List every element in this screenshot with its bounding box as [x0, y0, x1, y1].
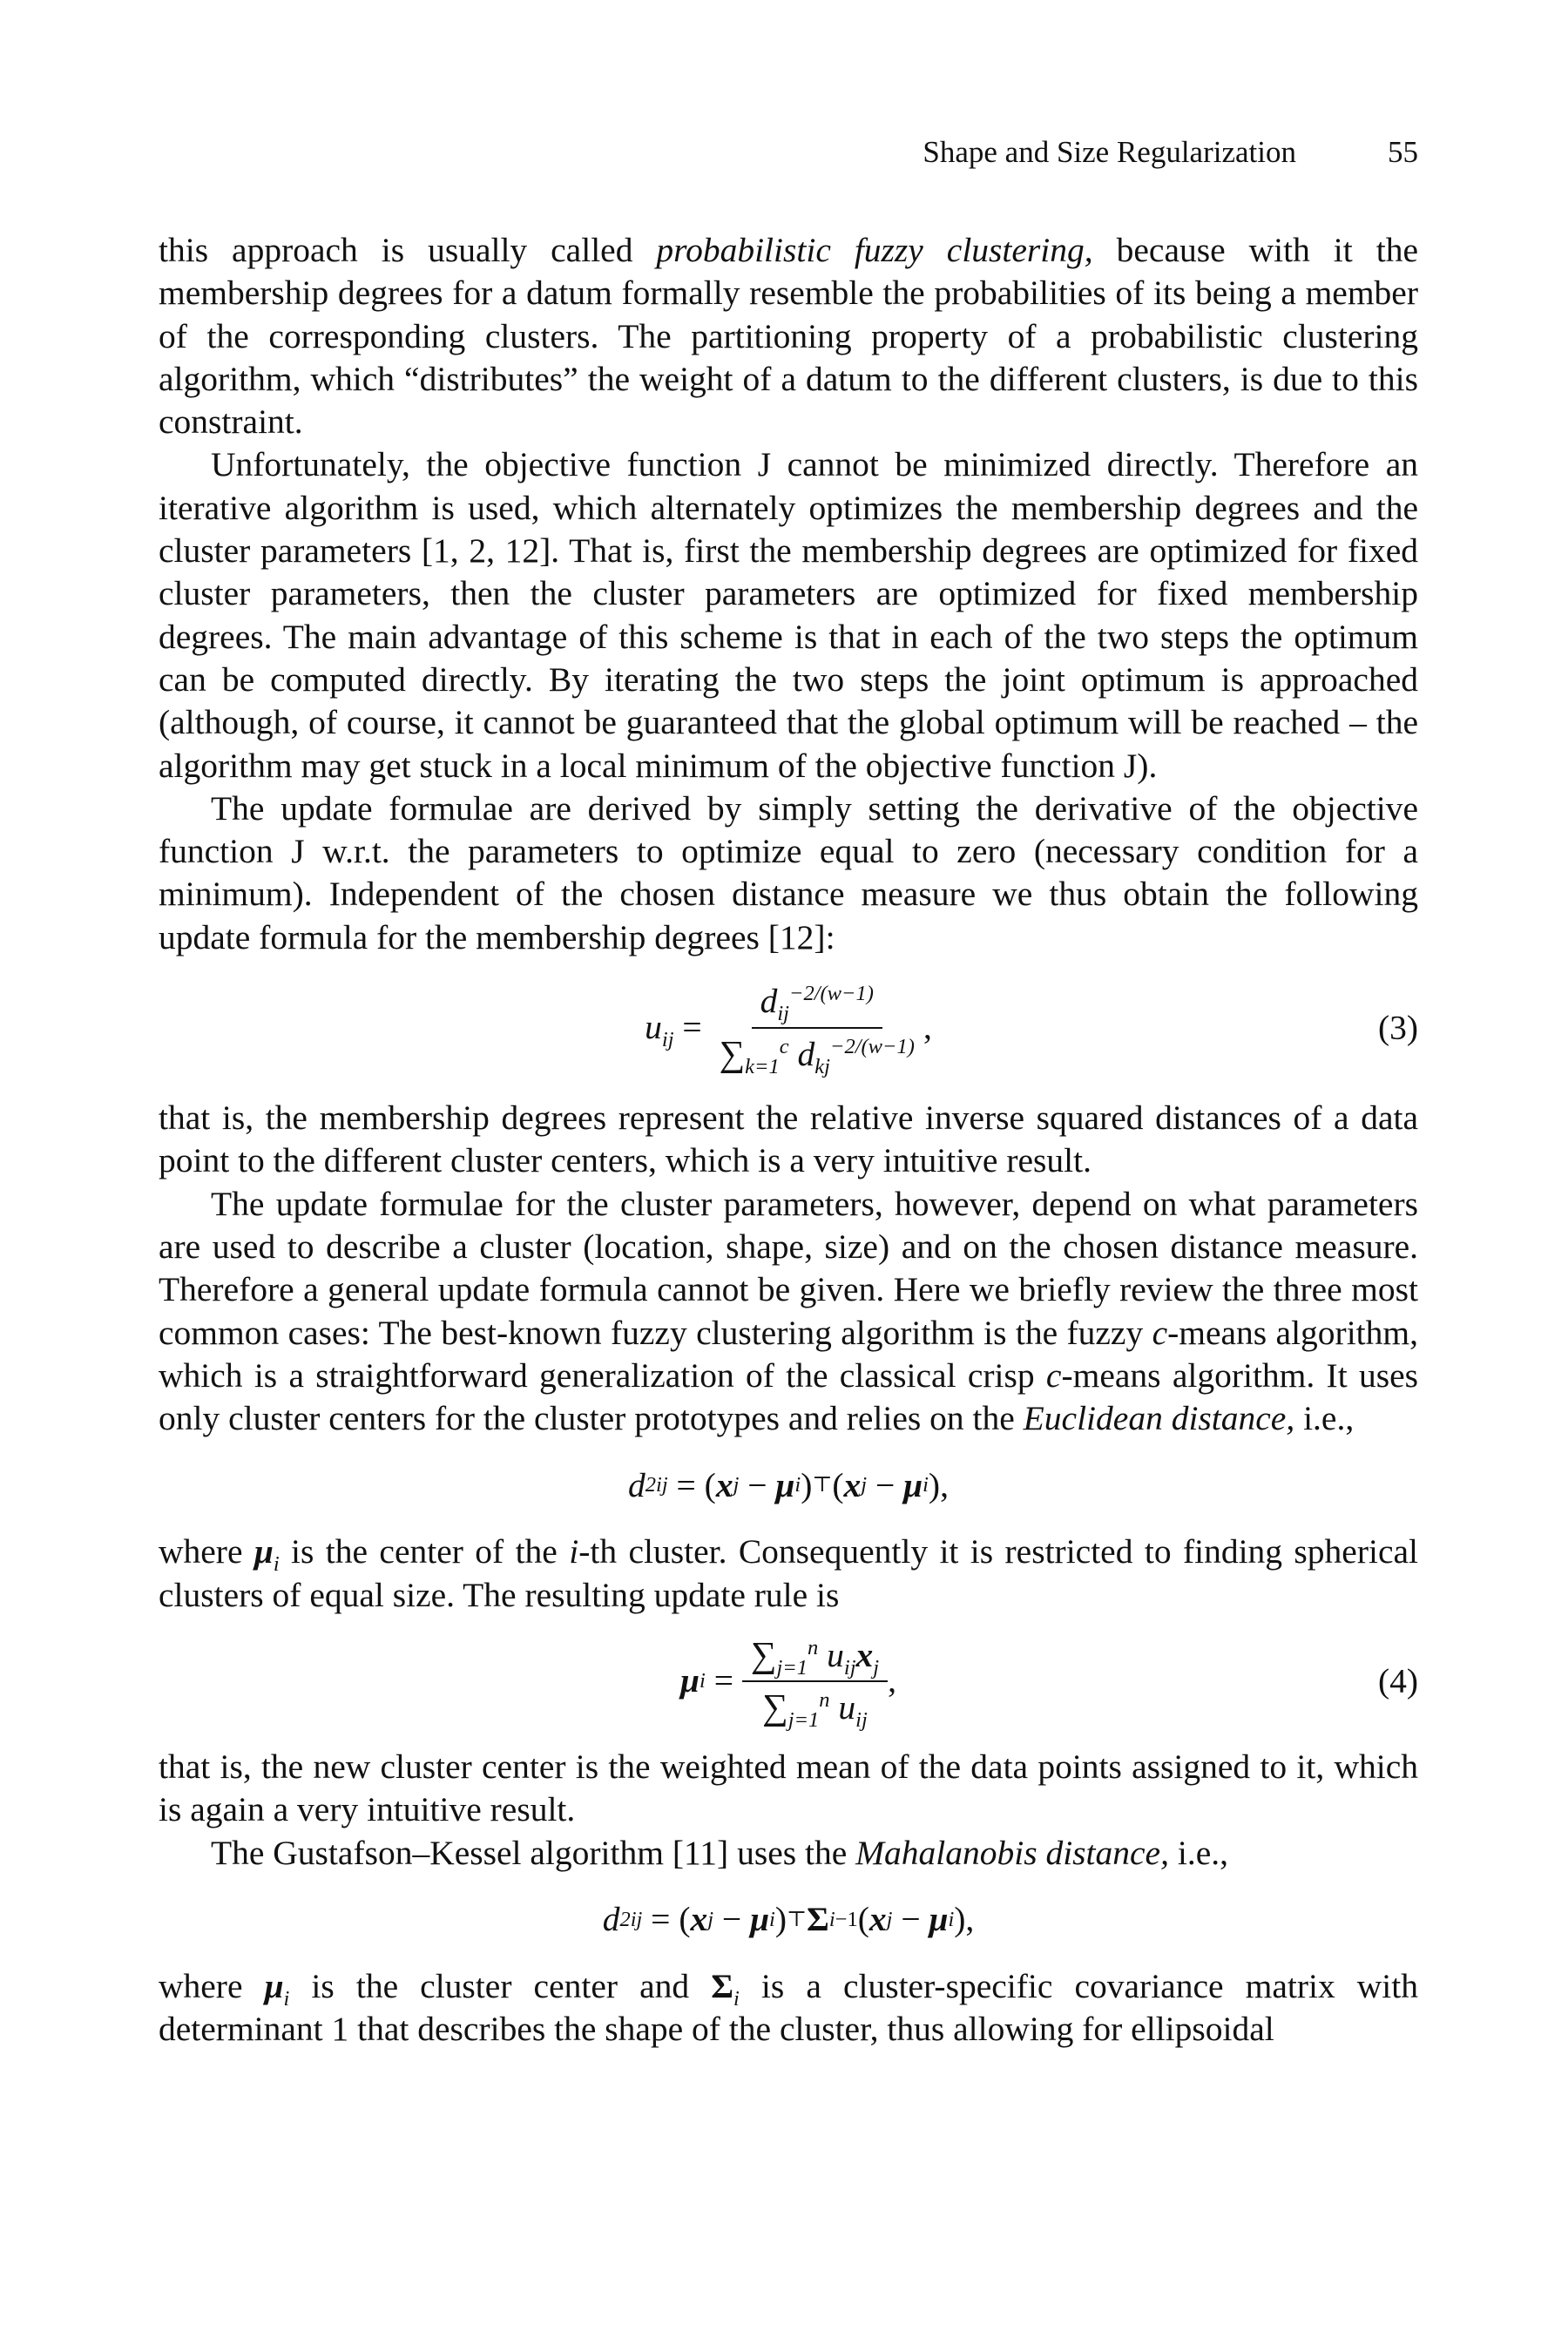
paragraph-7: that is, the new cluster center is the weighted mean of the data points assigned to it, which is again a very intuitive result. [159, 1747, 1418, 1829]
equation-4-number: (4) [1377, 1661, 1418, 1700]
paragraph-8: The Gustafson–Kessel algorithm [11] uses the Mahalanobis distance, i.e., [211, 1833, 1228, 1872]
page-body [159, 229, 1418, 2051]
page-number: 55 [1388, 135, 1418, 169]
equation-3-number: (3) [1377, 1008, 1418, 1047]
paragraph-9: where $\mu_i$ is the cluster center and $\Sigma_i$ is a cluster-specific covariance matrix with determinant 1 that describes the shape of the cluster, thus allowing for ellipsoidal [159, 1966, 1418, 2049]
paragraph-6: where $\mu_i$ is the center of the i-th cluster. Consequently it is restricted to finding spherical clusters of equal size. The resulting update rule is [159, 1532, 1419, 1614]
running-title: Shape and Size Regularization [923, 135, 1296, 169]
paragraph-5: The update formulae for the cluster parameters, however, depend on what parameters are used to describe a cluster (location, shape, size) and on the chosen distance measure. Therefore a general update formula cannot be given. Here we briefly review the three most common cases: The best-known fuzzy clustering algorithm is the fuzzy c-means algorithm, which is a straightforward generalization of the classical crisp c-means algorithm. It uses only cluster centers for the cluster prototypes and relies on the Euclidean distance, i.e., [159, 1184, 1418, 1438]
paragraph-2: Unfortunately, the objective function J cannot be minimized directly. Therefore an iterative algorithm is used, which alternately optimizes the membership degrees and the cluster parameters [1, 2, 12]. That is, first the membership degrees are optimized for fixed cluster parameters, then the cluster parameters are optimized for fixed membership degrees. The main advantage of this scheme is that in each of the two steps the optimum can be computed directly. By iterating the two steps the joint optimum is approached (although, of course, it cannot be guaranteed that the global optimum will be reached – the algorithm may get stuck in a local minimum of the objective function J). [159, 445, 1418, 785]
equation-3: $u_{ij}$ = $\frac{d_{ij}^{-2/(w-1)}}{\sum_{k=1}^c d_{kj}^{-2/(w-1)}}$ , (3) [645, 982, 1418, 1078]
running-header [159, 135, 1418, 173]
paragraph-4: that is, the membership degrees represent the relative inverse squared distances of a data point to the different cluster centers, which is a very intuitive result. [159, 1098, 1418, 1180]
paragraph-1: this approach is usually called probabilistic fuzzy clustering, because with it the membership degrees for a datum formally resemble the probabilities of its being a member of the corresponding clusters. The partitioning property of a probabilistic clustering algorithm, which “distributes” the weight of a datum to the different clusters, is due to this constraint. [159, 231, 1418, 442]
equation-euclidean: d 2 ij = ( x j − μ i ) ⊤ ( x j − μ i ), [628, 1465, 949, 1504]
equation-4: μ i = $\frac{\sum_{j=1}^n u_{ij}x_j}{\sum_{j=1}^n u_{ij}}$ , (4) [680, 1633, 1418, 1732]
equation-mahalanobis: d 2 ij = ( x j − μ i ) ⊤ Σ i −1 ( x j − μ i ), [602, 1900, 975, 1939]
paragraph-3: The update formulae are derived by simply setting the derivative of the objective function J w.r.t. the parameters to optimize equal to zero (necessary condition for a minimum). Independent of the chosen distance measure we thus obtain the following update formula for the membership degrees [12]: [159, 788, 1418, 956]
